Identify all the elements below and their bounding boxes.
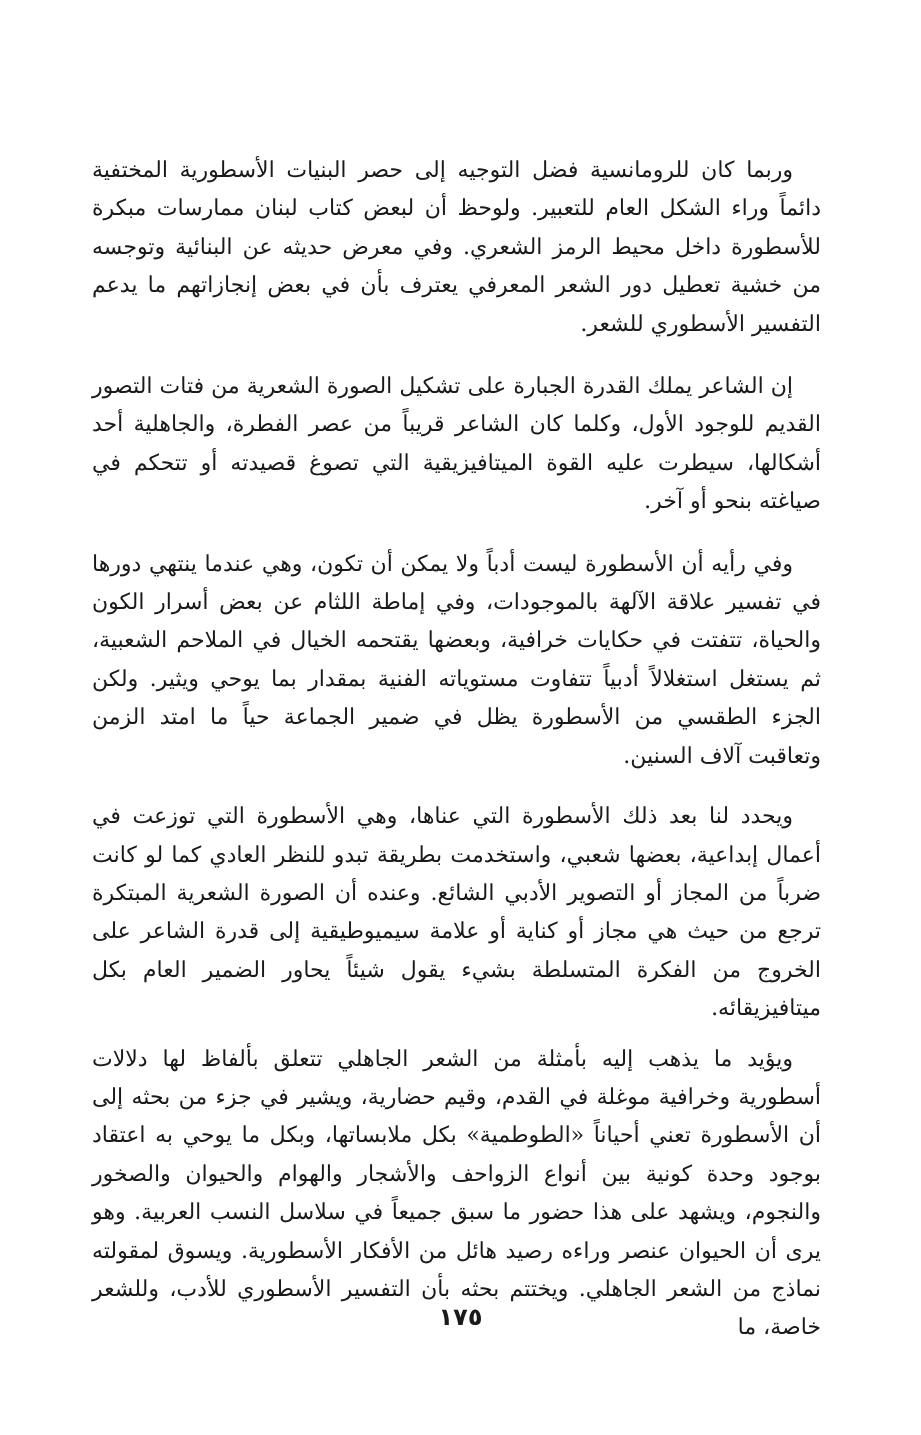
page-number: ١٧٥ [438, 1303, 483, 1331]
paragraph-4: ويحدد لنا بعد ذلك الأسطورة التي عناها، وهي الأسطورة التي توزعت في أعمال إبداعية، بعضها شعبي، واستخدمت بطريقة تبدو للنظر العادي كما لو كانت ضرباً من المجاز أو التصوير الأدبي الشائع. وعنده أن الصورة الشعرية المبتكرة ترجع من حيث هي مجاز أو كناية أو علامة سيميوطيقية إلى قدرة الشاعر على الخروج من الفكرة المتسلطة بشيء يقول شيئاً يحاور الضمير العام بكل ميتافيزيقائه. [92, 804, 821, 1022]
paragraph-2: إن الشاعر يملك القدرة الجبارة على تشكيل الصورة الشعرية من فتات التصور القديم للوجود الأول، وكلما كان الشاعر قريباً من عصر الفطرة، والجاهلية أحد أشكالها، سيطرت عليه القوة الميتافيزيقية التي تصوغ قصيدته أو تتحكم في صياغته بنحو أو آخر. [92, 374, 821, 515]
paragraph-5: ويؤيد ما يذهب إليه بأمثلة من الشعر الجاهلي تتعلق بألفاظ لها دلالات أسطورية وخرافية موغلة في القدم، وقيم حضارية، ويشير في جزء من بحثه إلى أن الأسطورة تعني أحياناً «الطوطمية» بكل ملابساتها، وبكل ما يوحي به اعتقاد بوجود وحدة كونية بين أنواع الزواحف والأشجار والهوام والحيوان والصخور والنجوم، ويشهد على هذا حضور ما سبق جميعاً في سلاسل النسب العربية. وهو يرى أن الحيوان عنصر وراءه رصيد هائل من الأفكار الأسطورية. ويسوق لمقولته نماذج من الشعر الجاهلي. ويختتم بحثه بأن التفسير الأسطوري للأدب، وللشعر خاصة، ما [92, 1046, 821, 1341]
paragraph-1: وربما كان للرومانسية فضل التوجيه إلى حصر البنيات الأسطورية المختفية دائماً وراء الشكل العام للتعبير. ولوحظ أن لبعض كتاب لبنان ممارسات مبكرة للأسطورة داخل محيط الرمز الشعري. وفي معرض حديثه عن البنائية وتوجسه من خشية تعطيل دور الشعر المعرفي يعترف بأن في بعض إنجازاتهم ما يدعم التفسير الأسطوري للشعر. [92, 158, 821, 337]
body-text [92, 152, 821, 1348]
paragraph-3: وفي رأيه أن الأسطورة ليست أدباً ولا يمكن أن تكون، وهي عندما ينتهي دورها في تفسير علاقة الآلهة بالموجودات، وفي إماطة اللثام عن بعض أسرار الكون والحياة، تتفتت في حكايات خرافية، وبعضها يقتحمه الخيال في الملاحم الشعبية، ثم يستغل استغلالاً أدبياً تتفاوت مستوياته الفنية بمقدار بما يوحي ويثير. ولكن الجزء الطقسي من الأسطورة يظل في ضمير الجماعة حياً ما امتد الزمن وتعاقبت آلاف السنين. [92, 551, 821, 769]
